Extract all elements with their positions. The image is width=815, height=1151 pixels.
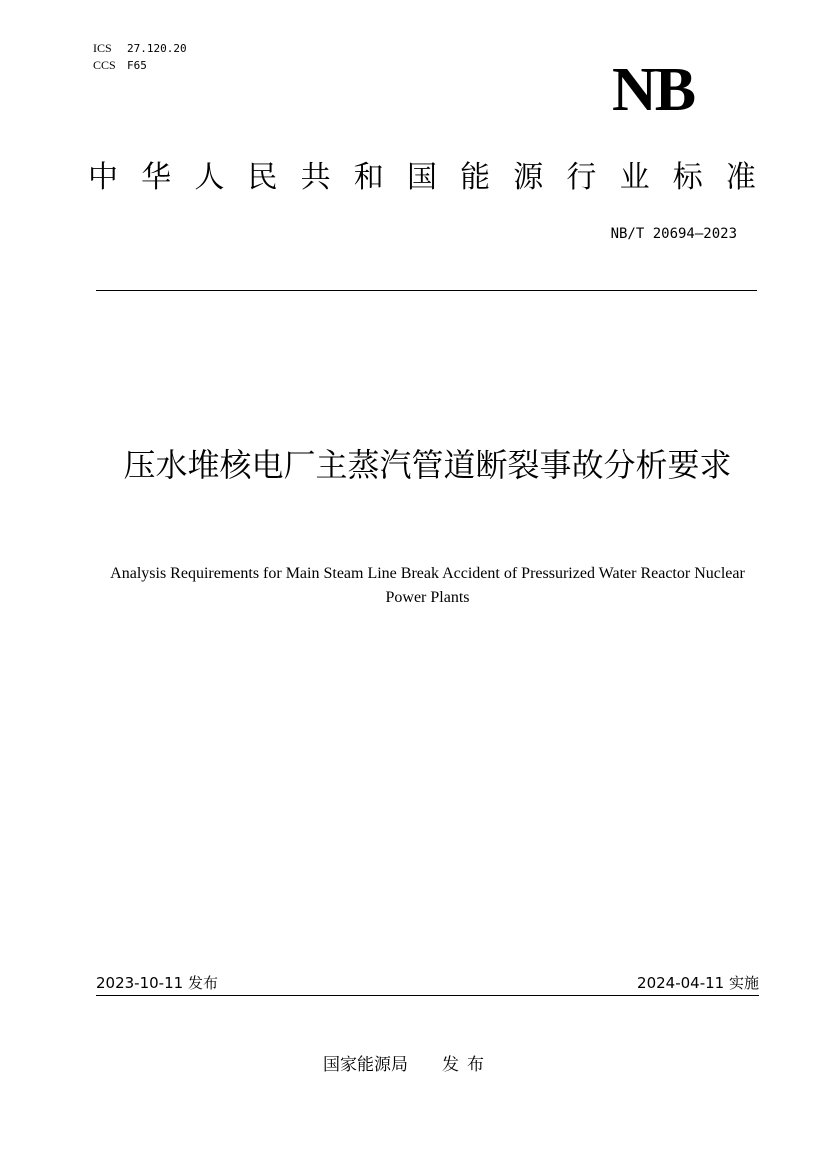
standard-type-char: 和 <box>353 160 384 195</box>
classification-block <box>93 40 187 74</box>
ics-code: 27.120.20 <box>127 42 187 55</box>
ics-line <box>93 40 187 57</box>
bottom-divider <box>96 995 759 996</box>
standard-type-char: 准 <box>725 160 756 195</box>
standard-type-char: 人 <box>194 160 225 195</box>
standard-type-char: 能 <box>460 160 491 195</box>
top-divider <box>96 290 757 291</box>
ccs-code: F65 <box>127 59 147 72</box>
issue-date: 2023-10-11 发布 <box>96 974 218 992</box>
ics-label: ICS <box>93 41 112 55</box>
standard-type-char: 国 <box>406 160 437 195</box>
standard-type-char: 行 <box>566 160 597 195</box>
standard-type-char: 源 <box>513 160 544 195</box>
implementation-date: 2024-04-11 实施 <box>637 974 759 992</box>
title-chinese: 压水堆核电厂主蒸汽管道断裂事故分析要求 <box>123 446 732 484</box>
issuer-line <box>0 1053 815 1077</box>
standard-type-char: 共 <box>300 160 331 195</box>
standard-number: NB/T 20694—2023 <box>610 226 737 242</box>
nb-logo: NB <box>612 56 695 124</box>
standard-type-char: 标 <box>672 160 703 195</box>
issuer-action: 发布 <box>442 1055 492 1075</box>
standard-type-heading <box>88 158 756 198</box>
ccs-line <box>93 57 187 74</box>
standard-type-char: 华 <box>141 160 172 195</box>
standard-type-char: 业 <box>619 160 650 195</box>
ccs-label: CCS <box>93 58 116 72</box>
standard-type-char: 中 <box>88 160 118 195</box>
standard-type-char: 民 <box>247 160 278 195</box>
issuer-name: 国家能源局 <box>323 1055 408 1075</box>
title-english: Analysis Requirements for Main Steam Line Break Accident of Pressurized Water Reactor Nuclear Power Plants <box>110 565 745 606</box>
